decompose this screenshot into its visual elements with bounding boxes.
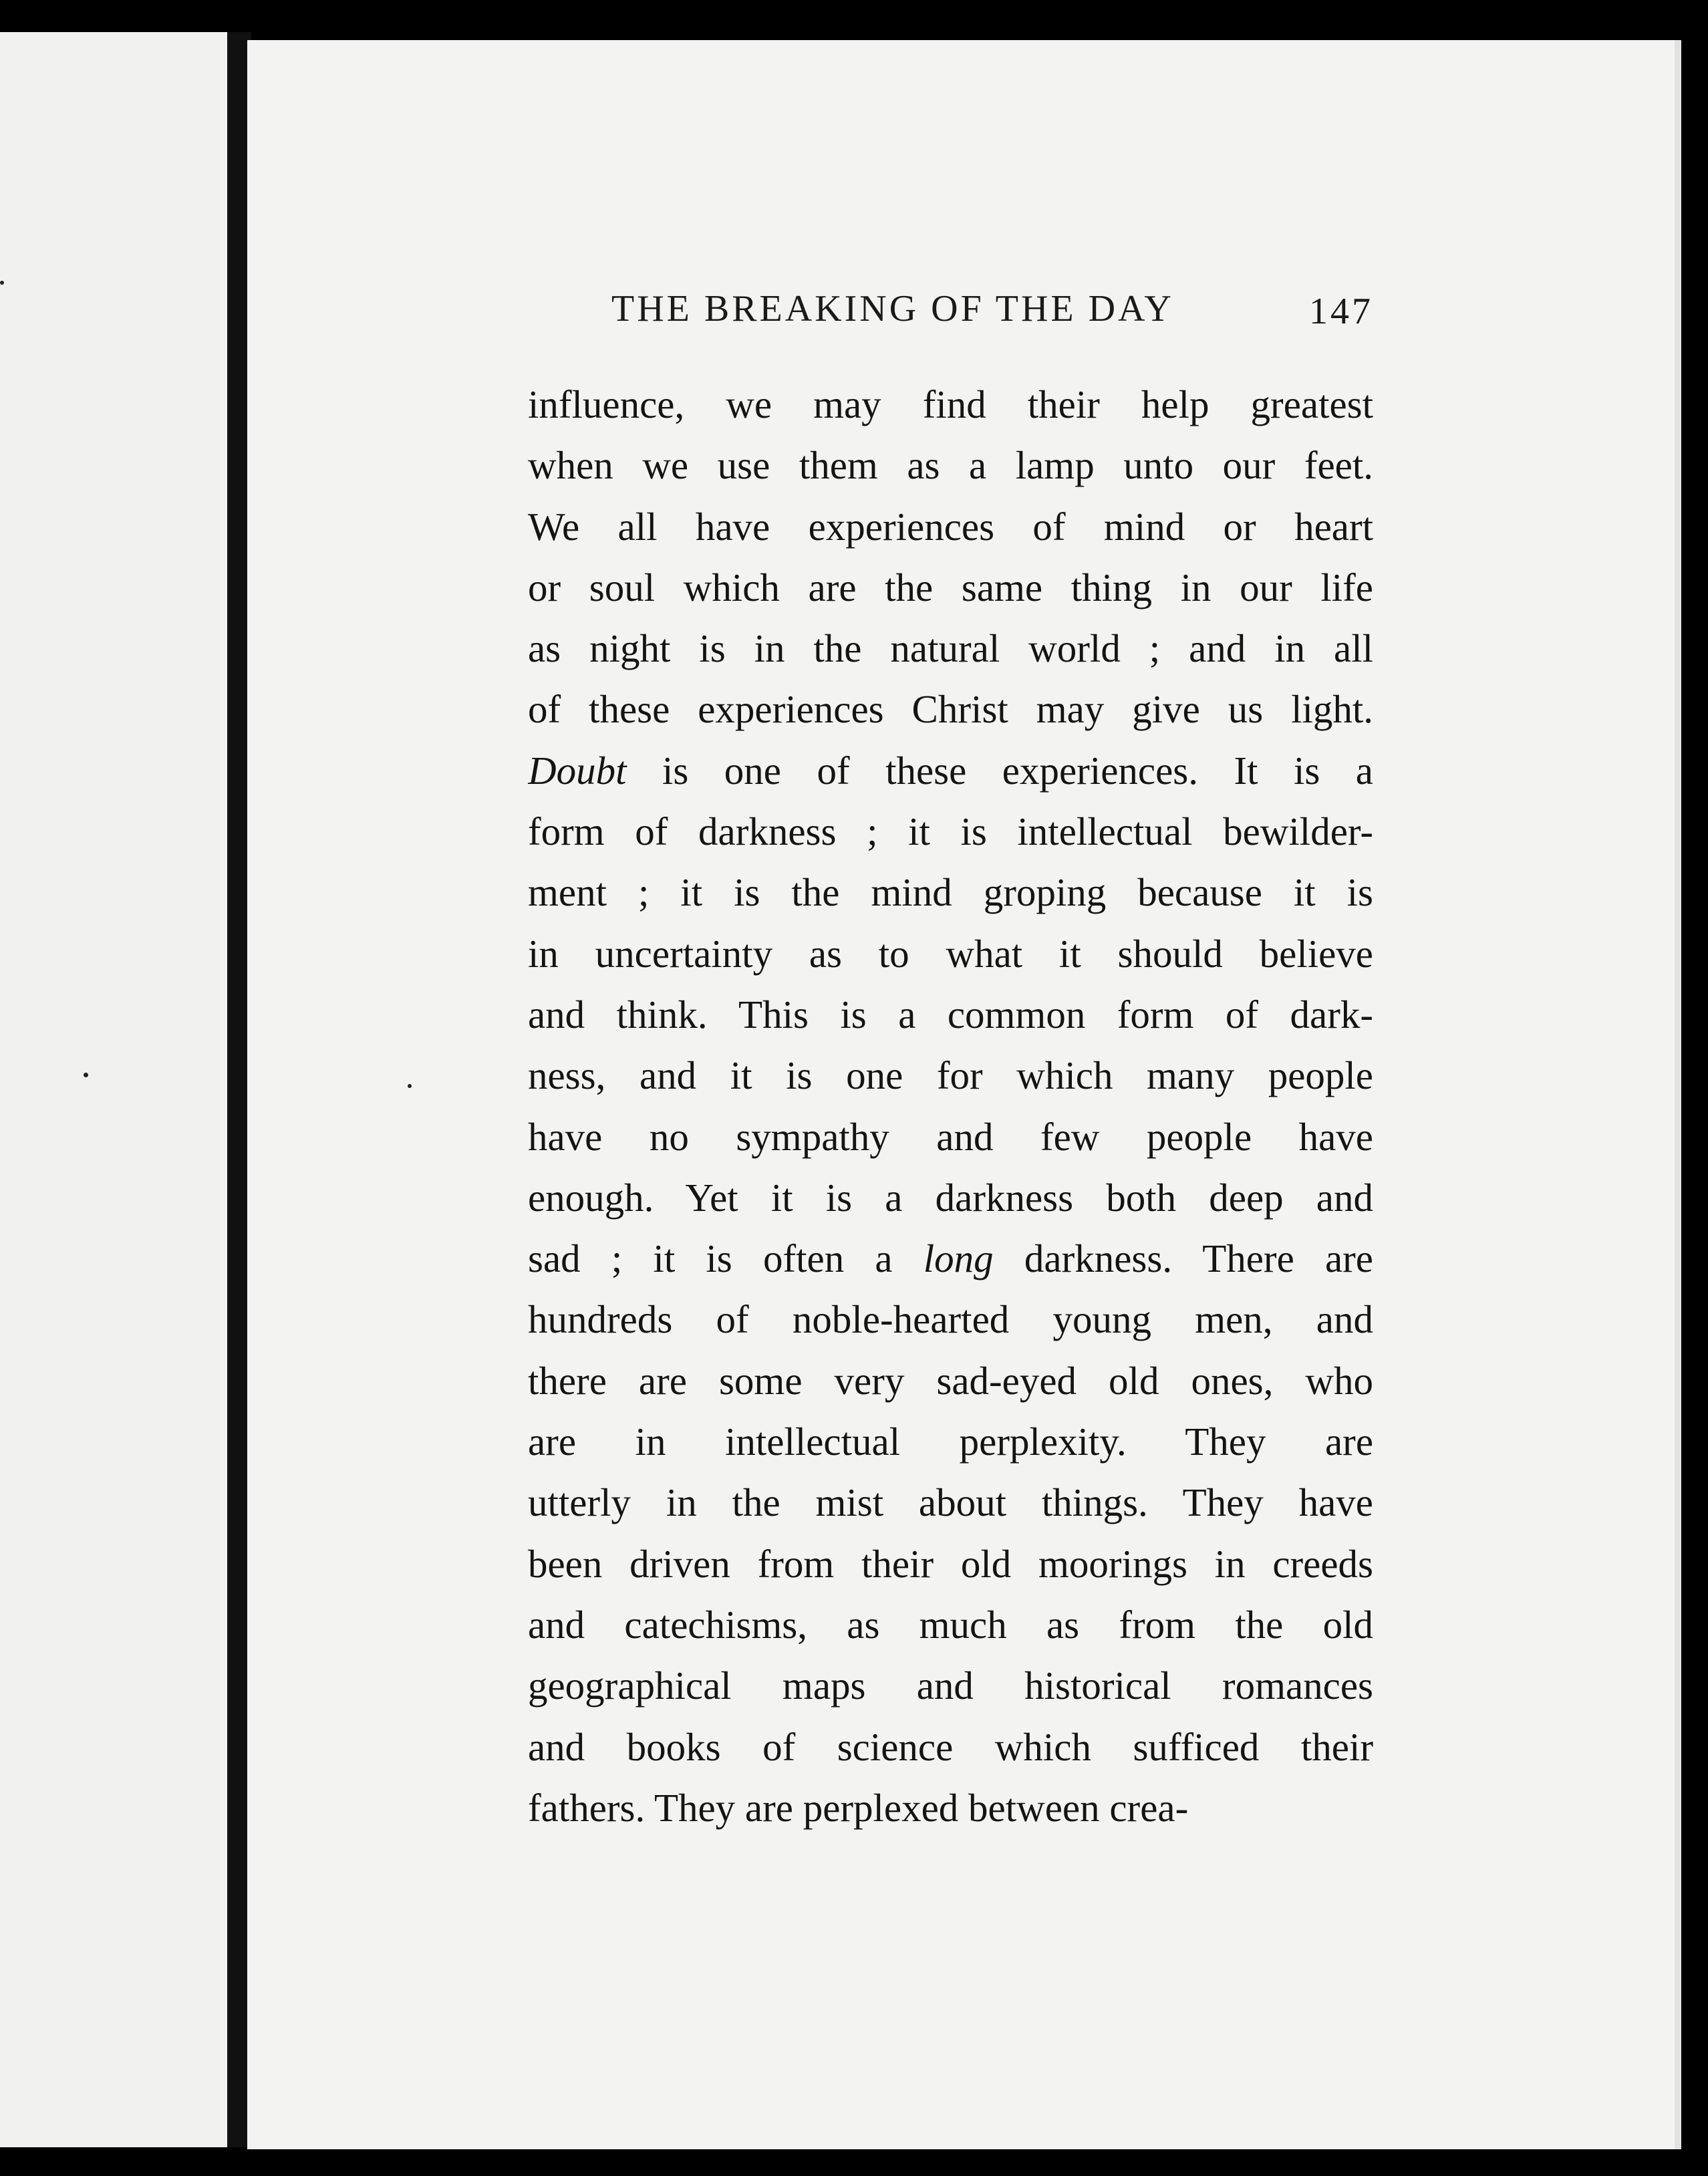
text-line: enough. Yet it is a darkness both deep and (528, 1175, 1373, 1220)
text-line: are in intellectual perplexity. They are (528, 1419, 1373, 1464)
dust-speck (408, 1084, 412, 1088)
text-line: influence, we may find their help greatest (528, 382, 1373, 426)
text-line: utterly in the mist about things. They have (528, 1480, 1373, 1525)
running-head-title: THE BREAKING OF THE DAY (611, 288, 1174, 329)
text-line: fathers. They are perplexed between crea- (528, 1785, 1189, 1830)
text-line: of these experiences Christ may give us light. (528, 687, 1373, 732)
italic-word: Doubt (528, 748, 627, 793)
scan-bottom-border (0, 2149, 1708, 2176)
left-page-blank (0, 32, 227, 2147)
text-line-with-italic (528, 1228, 1373, 1289)
page-edge-shadow (1675, 40, 1681, 2152)
text-run: darkness. There are (993, 1236, 1373, 1281)
text-line: and catechisms, as much as from the old (528, 1602, 1373, 1647)
text-line: or soul which are the same thing in our life (528, 565, 1373, 609)
text-line: as night is in the natural world ; and in all (528, 626, 1373, 671)
text-run: is one of these experiences. It is a (626, 748, 1373, 793)
text-line: there are some very sad-eyed old ones, who (528, 1358, 1373, 1403)
body-text (528, 374, 1373, 1839)
text-line: ment ; it is the mind groping because it is (528, 870, 1373, 915)
text-line: geographical maps and historical romances (528, 1663, 1373, 1708)
text-line: been driven from their old moorings in creeds (528, 1541, 1373, 1586)
dust-speck (84, 1073, 88, 1077)
text-line: have no sympathy and few people have (528, 1114, 1373, 1159)
page-number: 147 (1309, 291, 1373, 332)
text-line: We all have experiences of mind or heart (528, 504, 1373, 549)
text-line-with-italic (528, 740, 1373, 801)
text-line: hundreds of noble-hearted young men, and (528, 1297, 1373, 1342)
text-line: ness, and it is one for which many people (528, 1053, 1373, 1098)
text-line: in uncertainty as to what it should believe (528, 931, 1373, 976)
italic-word: long (923, 1236, 994, 1281)
text-line: form of darkness ; it is intellectual bewilder- (528, 809, 1373, 854)
dust-speck (0, 281, 4, 285)
text-line: and think. This is a common form of dark- (528, 992, 1373, 1037)
text-run: sad ; it is often a (528, 1236, 923, 1281)
running-head (611, 287, 1373, 341)
text-line: when we use them as a lamp unto our feet. (528, 443, 1373, 488)
text-line: and books of science which sufficed their (528, 1724, 1373, 1769)
